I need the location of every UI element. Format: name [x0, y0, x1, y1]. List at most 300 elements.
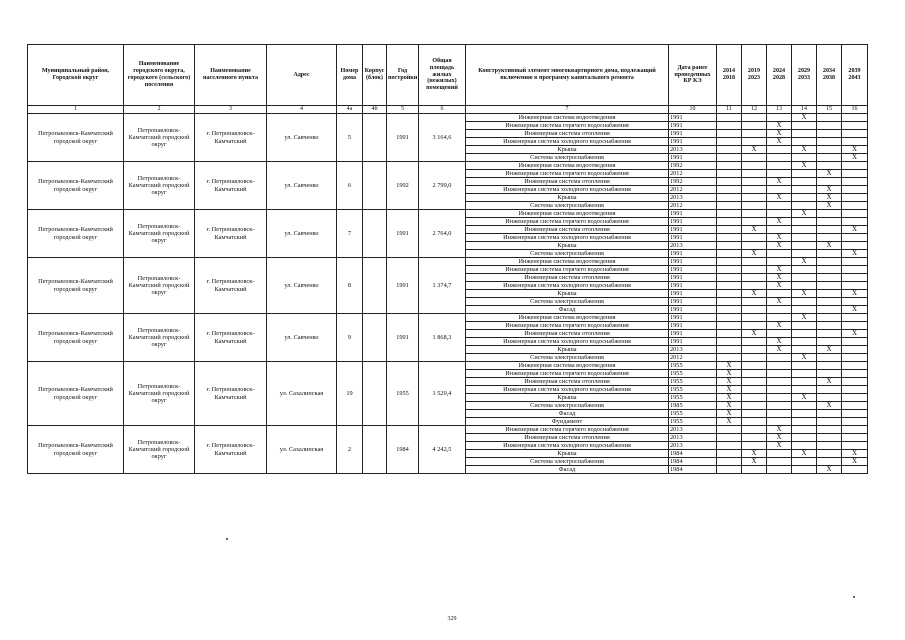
period-mark-cell — [717, 114, 742, 122]
house-number-cell: 6 — [337, 162, 363, 210]
column-header: Конструктивный элемент многоквартирного дома, подлежащий включению в программу капитального ремонта — [466, 45, 669, 106]
block-cell — [363, 114, 387, 162]
header-row — [28, 45, 868, 106]
period-mark-cell — [742, 338, 767, 346]
period-mark-cell — [842, 410, 868, 418]
block-cell — [363, 210, 387, 258]
previous-repair-date-cell: 2013 — [669, 426, 717, 434]
table-body — [28, 114, 868, 474]
capital-repair-register-table — [27, 44, 868, 474]
period-mark-cell — [767, 418, 792, 426]
period-mark-cell: X — [767, 282, 792, 290]
structural-element-cell: Инженерная система отопления — [466, 274, 669, 282]
structural-element-cell: Инженерная система горячего водоснабжения — [466, 122, 669, 130]
element-row — [28, 210, 868, 218]
period-mark-cell: X — [842, 226, 868, 234]
period-mark-cell — [742, 346, 767, 354]
period-mark-cell — [792, 178, 817, 186]
period-mark-cell — [792, 306, 817, 314]
structural-element-cell: Крыша — [466, 242, 669, 250]
period-mark-cell — [717, 282, 742, 290]
period-mark-cell — [717, 170, 742, 178]
period-mark-cell — [717, 250, 742, 258]
period-mark-cell — [792, 282, 817, 290]
column-number: 2 — [124, 106, 195, 114]
settlement-cell: Петропавловск-Камчатский городской округ — [124, 210, 195, 258]
period-mark-cell — [817, 418, 842, 426]
period-mark-cell: X — [717, 386, 742, 394]
period-mark-cell — [817, 218, 842, 226]
structural-element-cell: Крыша — [466, 290, 669, 298]
period-mark-cell: X — [792, 450, 817, 458]
period-mark-cell: X — [817, 242, 842, 250]
period-mark-cell: X — [742, 290, 767, 298]
locality-cell: г. Петропавловск-Камчатский — [195, 210, 267, 258]
period-mark-cell: X — [767, 346, 792, 354]
column-number: 6 — [419, 106, 466, 114]
period-mark-cell — [817, 458, 842, 466]
district-cell: Петропавловск-Камчатский городской округ — [28, 114, 124, 162]
structural-element-cell: Инженерная система холодного водоснабжения — [466, 234, 669, 242]
period-mark-cell: X — [742, 226, 767, 234]
period-mark-cell: X — [842, 154, 868, 162]
period-mark-cell — [717, 146, 742, 154]
period-mark-cell — [792, 402, 817, 410]
previous-repair-date-cell: 1991 — [669, 298, 717, 306]
period-mark-cell — [742, 306, 767, 314]
period-mark-cell — [717, 298, 742, 306]
block-cell — [363, 362, 387, 426]
period-mark-cell — [767, 162, 792, 170]
structural-element-cell: Инженерная система отопления — [466, 434, 669, 442]
district-cell: Петропавловск-Камчатский городской округ — [28, 362, 124, 426]
column-header: Корпус (блок) — [363, 45, 387, 106]
previous-repair-date-cell: 1992 — [669, 162, 717, 170]
period-mark-cell — [842, 402, 868, 410]
block-cell — [363, 258, 387, 314]
house-number-cell: 5 — [337, 114, 363, 162]
period-mark-cell: X — [717, 378, 742, 386]
table-header — [28, 45, 868, 114]
previous-repair-date-cell: 1955 — [669, 378, 717, 386]
period-mark-cell: X — [767, 322, 792, 330]
period-mark-cell: X — [767, 234, 792, 242]
structural-element-cell: Инженерная система горячего водоснабжения — [466, 218, 669, 226]
period-mark-cell — [742, 266, 767, 274]
structural-element-cell: Инженерная система горячего водоснабжения — [466, 266, 669, 274]
period-mark-cell: X — [842, 250, 868, 258]
period-mark-cell — [842, 338, 868, 346]
structural-element-cell: Инженерная система отопления — [466, 226, 669, 234]
period-mark-cell — [842, 210, 868, 218]
period-mark-cell — [742, 394, 767, 402]
block-cell — [363, 162, 387, 210]
column-header: Дата ранее проведенных КР КЭ — [669, 45, 717, 106]
period-mark-cell — [717, 450, 742, 458]
period-mark-cell — [767, 394, 792, 402]
column-header: Наименование населенного пункта — [195, 45, 267, 106]
period-mark-cell — [817, 138, 842, 146]
period-mark-cell — [742, 378, 767, 386]
period-mark-cell — [842, 282, 868, 290]
previous-repair-date-cell: 1991 — [669, 258, 717, 266]
period-mark-cell — [842, 418, 868, 426]
structural-element-cell: Инженерная система горячего водоснабжения — [466, 426, 669, 434]
period-mark-cell — [717, 346, 742, 354]
period-mark-cell — [792, 458, 817, 466]
period-mark-cell — [767, 362, 792, 370]
period-mark-cell — [742, 178, 767, 186]
column-number: 4 — [267, 106, 337, 114]
previous-repair-date-cell: 1991 — [669, 314, 717, 322]
period-mark-cell — [817, 322, 842, 330]
build-year-cell: 1991 — [387, 258, 419, 314]
period-mark-cell — [742, 210, 767, 218]
house-number-cell: 2 — [337, 426, 363, 474]
column-number-row — [28, 106, 868, 114]
address-cell: ул. Сахалинская — [267, 426, 337, 474]
structural-element-cell: Система электроснабжения — [466, 458, 669, 466]
period-mark-cell — [742, 194, 767, 202]
period-mark-cell — [842, 354, 868, 362]
period-mark-cell — [817, 282, 842, 290]
period-mark-cell: X — [792, 146, 817, 154]
period-mark-cell — [842, 362, 868, 370]
period-mark-cell — [792, 418, 817, 426]
previous-repair-date-cell: 1991 — [669, 114, 717, 122]
period-mark-cell: X — [717, 402, 742, 410]
column-header: Муниципальный район, Городской округ — [28, 45, 124, 106]
structural-element-cell: Крыша — [466, 194, 669, 202]
period-mark-cell — [717, 162, 742, 170]
page-number: 329 — [447, 616, 457, 622]
district-cell: Петропавловск-Камчатский городской округ — [28, 426, 124, 474]
period-mark-cell — [742, 298, 767, 306]
previous-repair-date-cell: 1955 — [669, 362, 717, 370]
column-number: 5 — [387, 106, 419, 114]
period-mark-cell — [842, 266, 868, 274]
previous-repair-date-cell: 1992 — [669, 178, 717, 186]
district-cell: Петропавловск-Камчатский городской округ — [28, 314, 124, 362]
period-mark-cell — [792, 226, 817, 234]
previous-repair-date-cell: 1991 — [669, 122, 717, 130]
period-mark-cell: X — [767, 130, 792, 138]
period-mark-cell — [792, 362, 817, 370]
period-mark-cell — [817, 386, 842, 394]
period-mark-cell: X — [742, 146, 767, 154]
column-number: 7 — [466, 106, 669, 114]
period-mark-cell: X — [717, 362, 742, 370]
period-mark-cell — [742, 114, 767, 122]
period-mark-cell: X — [767, 178, 792, 186]
period-mark-cell — [817, 362, 842, 370]
period-mark-cell — [767, 250, 792, 258]
previous-repair-date-cell: 2013 — [669, 146, 717, 154]
period-mark-cell — [817, 370, 842, 378]
period-mark-cell — [842, 394, 868, 402]
previous-repair-date-cell: 1955 — [669, 386, 717, 394]
previous-repair-date-cell: 1991 — [669, 338, 717, 346]
period-mark-cell — [842, 346, 868, 354]
period-mark-cell — [817, 266, 842, 274]
period-mark-cell — [817, 258, 842, 266]
scan-speck — [853, 596, 855, 598]
previous-repair-date-cell: 1991 — [669, 290, 717, 298]
period-mark-cell — [742, 442, 767, 450]
structural-element-cell: Система электроснабжения — [466, 202, 669, 210]
column-header: Общая площадь жилых (нежилых) помещений — [419, 45, 466, 106]
period-mark-cell: X — [817, 170, 842, 178]
period-mark-cell — [817, 146, 842, 154]
column-header: 2019 2023 — [742, 45, 767, 106]
period-mark-cell — [842, 218, 868, 226]
period-mark-cell — [717, 322, 742, 330]
period-mark-cell — [767, 202, 792, 210]
column-number: 15 — [817, 106, 842, 114]
period-mark-cell — [742, 410, 767, 418]
period-mark-cell — [842, 234, 868, 242]
structural-element-cell: Система электроснабжения — [466, 250, 669, 258]
structural-element-cell: Инженерная система холодного водоснабжения — [466, 138, 669, 146]
period-mark-cell: X — [767, 298, 792, 306]
period-mark-cell: X — [792, 314, 817, 322]
period-mark-cell — [767, 114, 792, 122]
period-mark-cell: X — [767, 434, 792, 442]
address-cell: ул. Савченко — [267, 210, 337, 258]
period-mark-cell — [792, 130, 817, 138]
period-mark-cell — [842, 130, 868, 138]
structural-element-cell: Крыша — [466, 346, 669, 354]
period-mark-cell — [817, 442, 842, 450]
settlement-cell: Петропавловск-Камчатский городской округ — [124, 314, 195, 362]
period-mark-cell — [842, 426, 868, 434]
period-mark-cell — [792, 346, 817, 354]
period-mark-cell: X — [742, 450, 767, 458]
period-mark-cell — [742, 162, 767, 170]
period-mark-cell — [792, 426, 817, 434]
period-mark-cell — [767, 186, 792, 194]
previous-repair-date-cell: 2013 — [669, 434, 717, 442]
structural-element-cell: Крыша — [466, 394, 669, 402]
locality-cell: г. Петропавловск-Камчатский — [195, 114, 267, 162]
locality-cell: г. Петропавловск-Камчатский — [195, 426, 267, 474]
period-mark-cell — [842, 298, 868, 306]
area-cell: 2 764,0 — [419, 210, 466, 258]
period-mark-cell — [742, 234, 767, 242]
period-mark-cell — [742, 122, 767, 130]
period-mark-cell: X — [767, 122, 792, 130]
period-mark-cell — [817, 234, 842, 242]
build-year-cell: 1955 — [387, 362, 419, 426]
period-mark-cell: X — [767, 442, 792, 450]
column-number: 12 — [742, 106, 767, 114]
period-mark-cell: X — [792, 114, 817, 122]
structural-element-cell: Инженерная система холодного водоснабжения — [466, 282, 669, 290]
district-cell: Петропавловск-Камчатский городской округ — [28, 258, 124, 314]
period-mark-cell — [717, 306, 742, 314]
structural-element-cell: Крыша — [466, 450, 669, 458]
period-mark-cell — [842, 322, 868, 330]
period-mark-cell — [842, 370, 868, 378]
structural-element-cell: Инженерная система холодного водоснабжения — [466, 338, 669, 346]
period-mark-cell — [717, 434, 742, 442]
period-mark-cell: X — [842, 306, 868, 314]
build-year-cell: 1984 — [387, 426, 419, 474]
period-mark-cell — [717, 458, 742, 466]
column-number: 11 — [717, 106, 742, 114]
column-number: 13 — [767, 106, 792, 114]
previous-repair-date-cell: 1991 — [669, 234, 717, 242]
period-mark-cell: X — [792, 290, 817, 298]
period-mark-cell — [742, 218, 767, 226]
area-cell: 1 374,7 — [419, 258, 466, 314]
previous-repair-date-cell: 1991 — [669, 322, 717, 330]
element-row — [28, 426, 868, 434]
period-mark-cell — [717, 242, 742, 250]
address-cell: ул. Савченко — [267, 114, 337, 162]
address-cell: ул. Савченко — [267, 314, 337, 362]
structural-element-cell: Фасад — [466, 306, 669, 314]
period-mark-cell — [817, 226, 842, 234]
column-number: 14 — [792, 106, 817, 114]
period-mark-cell — [792, 410, 817, 418]
period-mark-cell: X — [817, 186, 842, 194]
area-cell: 3 164,6 — [419, 114, 466, 162]
structural-element-cell: Инженерная система отопления — [466, 330, 669, 338]
previous-repair-date-cell: 1991 — [669, 330, 717, 338]
structural-element-cell: Инженерная система водоотведения — [466, 314, 669, 322]
period-mark-cell — [792, 194, 817, 202]
period-mark-cell — [817, 450, 842, 458]
locality-cell: г. Петропавловск-Камчатский — [195, 162, 267, 210]
period-mark-cell — [717, 210, 742, 218]
period-mark-cell — [742, 370, 767, 378]
structural-element-cell: Система электроснабжения — [466, 354, 669, 362]
period-mark-cell — [767, 330, 792, 338]
previous-repair-date-cell: 1955 — [669, 418, 717, 426]
period-mark-cell — [767, 370, 792, 378]
period-mark-cell — [792, 434, 817, 442]
period-mark-cell — [742, 202, 767, 210]
structural-element-cell: Инженерная система горячего водоснабжения — [466, 322, 669, 330]
period-mark-cell — [817, 290, 842, 298]
period-mark-cell: X — [767, 138, 792, 146]
previous-repair-date-cell: 2013 — [669, 194, 717, 202]
period-mark-cell — [717, 338, 742, 346]
period-mark-cell — [842, 178, 868, 186]
previous-repair-date-cell: 1991 — [669, 274, 717, 282]
previous-repair-date-cell: 1955 — [669, 410, 717, 418]
period-mark-cell — [742, 258, 767, 266]
period-mark-cell — [717, 426, 742, 434]
period-mark-cell — [742, 242, 767, 250]
settlement-cell: Петропавловск-Камчатский городской округ — [124, 114, 195, 162]
period-mark-cell — [742, 138, 767, 146]
previous-repair-date-cell: 1991 — [669, 306, 717, 314]
period-mark-cell: X — [767, 266, 792, 274]
period-mark-cell — [817, 298, 842, 306]
period-mark-cell — [767, 210, 792, 218]
locality-cell: г. Петропавловск-Камчатский — [195, 362, 267, 426]
period-mark-cell: X — [842, 146, 868, 154]
structural-element-cell: Инженерная система холодного водоснабжения — [466, 386, 669, 394]
column-header: 2024 2028 — [767, 45, 792, 106]
period-mark-cell — [767, 170, 792, 178]
period-mark-cell — [792, 202, 817, 210]
period-mark-cell — [767, 306, 792, 314]
structural-element-cell: Инженерная система отопления — [466, 178, 669, 186]
period-mark-cell — [842, 186, 868, 194]
structural-element-cell: Инженерная система холодного водоснабжения — [466, 186, 669, 194]
period-mark-cell — [842, 466, 868, 474]
previous-repair-date-cell: 2013 — [669, 242, 717, 250]
period-mark-cell — [742, 466, 767, 474]
period-mark-cell — [717, 122, 742, 130]
period-mark-cell — [792, 170, 817, 178]
period-mark-cell — [842, 434, 868, 442]
period-mark-cell — [842, 274, 868, 282]
locality-cell: г. Петропавловск-Камчатский — [195, 314, 267, 362]
previous-repair-date-cell: 2012 — [669, 354, 717, 362]
district-cell: Петропавловск-Камчатский городской округ — [28, 162, 124, 210]
area-cell: 2 799,0 — [419, 162, 466, 210]
period-mark-cell — [817, 306, 842, 314]
house-number-cell: 7 — [337, 210, 363, 258]
period-mark-cell — [817, 210, 842, 218]
column-header: 2039 2043 — [842, 45, 868, 106]
area-cell: 4 242,5 — [419, 426, 466, 474]
period-mark-cell — [717, 234, 742, 242]
build-year-cell: 1991 — [387, 314, 419, 362]
house-number-cell: 9 — [337, 314, 363, 362]
period-mark-cell — [817, 330, 842, 338]
settlement-cell: Петропавловск-Камчатский городской округ — [124, 362, 195, 426]
period-mark-cell — [767, 458, 792, 466]
previous-repair-date-cell: 1955 — [669, 370, 717, 378]
structural-element-cell: Инженерная система горячего водоснабжения — [466, 170, 669, 178]
period-mark-cell — [742, 386, 767, 394]
previous-repair-date-cell: 1991 — [669, 154, 717, 162]
period-mark-cell — [817, 394, 842, 402]
period-mark-cell — [842, 442, 868, 450]
previous-repair-date-cell: 1991 — [669, 250, 717, 258]
period-mark-cell — [792, 442, 817, 450]
period-mark-cell — [842, 314, 868, 322]
period-mark-cell: X — [767, 218, 792, 226]
locality-cell: г. Петропавловск-Камчатский — [195, 258, 267, 314]
period-mark-cell — [842, 386, 868, 394]
period-mark-cell — [767, 154, 792, 162]
structural-element-cell: Инженерная система водоотведения — [466, 210, 669, 218]
period-mark-cell — [842, 242, 868, 250]
period-mark-cell — [767, 378, 792, 386]
period-mark-cell: X — [767, 274, 792, 282]
structural-element-cell: Инженерная система отопления — [466, 130, 669, 138]
previous-repair-date-cell: 1991 — [669, 218, 717, 226]
previous-repair-date-cell: 1984 — [669, 458, 717, 466]
period-mark-cell — [742, 402, 767, 410]
structural-element-cell: Инженерная система отопления — [466, 378, 669, 386]
house-number-cell: 19 — [337, 362, 363, 426]
period-mark-cell — [742, 426, 767, 434]
period-mark-cell: X — [717, 410, 742, 418]
period-mark-cell — [842, 114, 868, 122]
period-mark-cell — [717, 442, 742, 450]
period-mark-cell — [792, 138, 817, 146]
column-number: 4а — [337, 106, 363, 114]
block-cell — [363, 314, 387, 362]
period-mark-cell: X — [767, 338, 792, 346]
